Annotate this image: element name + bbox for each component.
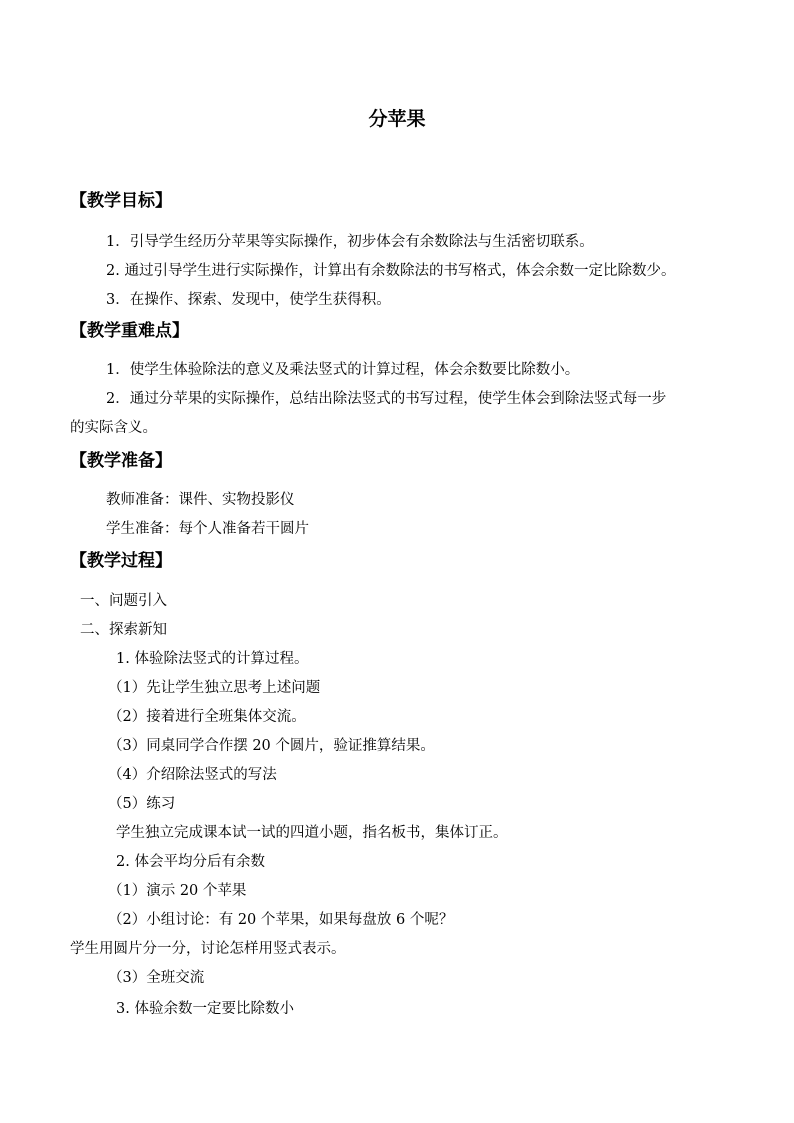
process-line-10: 2. 体会平均分后有余数 [116,854,265,870]
process-line-5: （2）接着进行全班集体交流。 [108,709,306,725]
preparation-heading: 【教学准备】 [70,451,172,471]
goal-item-2: 2. 通过引导学生进行实际操作，计算出有余数除法的书写格式，体会余数一定比除数少。 [106,263,676,279]
key-point-item-1: 1．使学生体验除法的意义及乘法竖式的计算过程，体会余数要比除数小。 [106,362,580,378]
process-line-9: 学生独立完成课本试一试的四道小题，指名板书，集体订正。 [116,825,508,841]
goal-item-3: 3．在操作、探索、发现中，使学生获得积。 [106,292,391,308]
key-points-heading: 【教学重难点】 [70,321,189,341]
process-line-1: 一、问题引入 [80,593,167,609]
process-line-2: 二、探索新知 [80,622,167,638]
goal-item-1: 1．引导学生经历分苹果等实际操作，初步体会有余数除法与生活密切联系。 [106,234,594,250]
process-line-6: （3）同桌同学合作摆 20 个圆片，验证推算结果。 [108,738,435,754]
process-line-3: 1. 体验除法竖式的计算过程。 [116,651,309,667]
process-line-13: 学生用圆片分一分，讨论怎样用竖式表示。 [70,941,346,957]
process-line-12: （2）小组讨论：有 20 个苹果，如果每盘放 6 个呢？ [108,912,454,928]
student-preparation: 学生准备：每个人准备若干圆片 [106,521,309,537]
process-heading: 【教学过程】 [70,551,172,571]
process-line-14: （3）全班交流 [108,970,205,986]
key-point-item-2: 2．通过分苹果的实际操作，总结出除法竖式的书写过程，使学生体会到除法竖式每一步 [106,391,667,407]
process-line-15: 3. 体验余数一定要比除数小 [116,1001,294,1017]
teacher-preparation: 教师准备：课件、实物投影仪 [106,492,295,508]
process-line-4: （1）先让学生独立思考上述问题 [108,680,321,696]
document-title: 分苹果 [368,108,426,130]
process-line-8: （5）练习 [108,796,176,812]
process-line-11: （1）演示 20 个苹果 [108,883,247,899]
key-point-item-2-cont: 的实际含义。 [70,420,157,436]
goals-heading: 【教学目标】 [70,191,172,211]
process-line-7: （4）介绍除法竖式的写法 [108,767,277,783]
